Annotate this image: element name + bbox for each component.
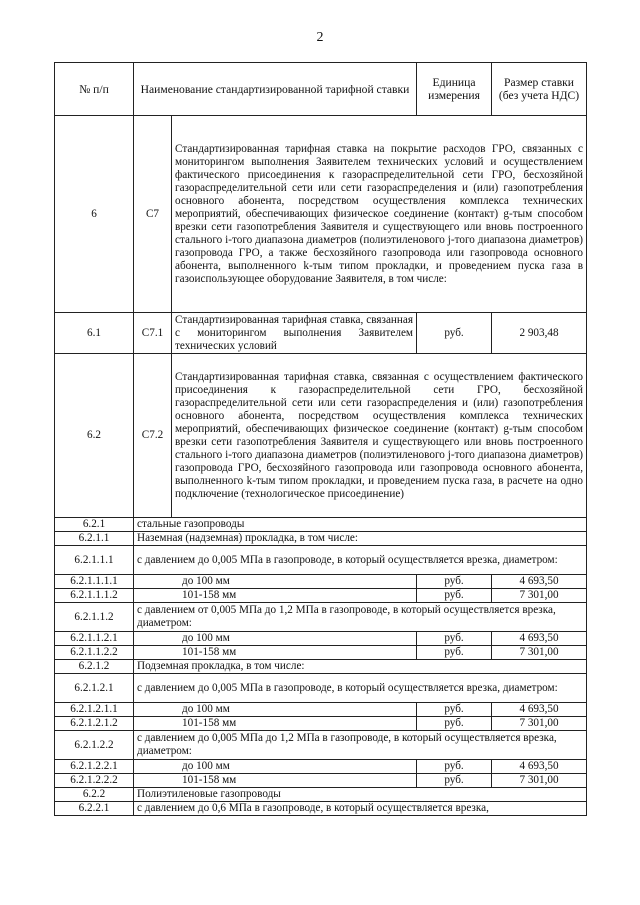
table-row bbox=[55, 518, 587, 532]
row-text: Подземная прокладка, в том числе: bbox=[134, 660, 587, 674]
header-rate: Размер ставки (без учета НДС) bbox=[492, 63, 587, 116]
row-rate: 4 693,50 bbox=[492, 703, 587, 717]
table-row bbox=[55, 632, 587, 646]
row-text: с давлением до 0,005 МПа до 1,2 МПа в газопроводе, в который осуществляется врезка, диаметром: bbox=[134, 731, 587, 760]
row-unit: руб. bbox=[417, 589, 492, 603]
row-num: 6.2.2 bbox=[55, 788, 134, 802]
row-rate: 4 693,50 bbox=[492, 575, 587, 589]
row-num: 6.2.1.2.1.2 bbox=[55, 717, 134, 731]
tariff-table bbox=[54, 62, 587, 816]
table-row bbox=[55, 575, 587, 589]
row-unit: руб. bbox=[417, 313, 492, 354]
row-num: 6.2.1.1.2.1 bbox=[55, 632, 134, 646]
row-text: 101-158 мм bbox=[134, 774, 417, 788]
row-code: С7.1 bbox=[134, 313, 172, 354]
row-num: 6.2.1.1 bbox=[55, 532, 134, 546]
row-unit: руб. bbox=[417, 646, 492, 660]
table-row bbox=[55, 646, 587, 660]
row-unit: руб. bbox=[417, 774, 492, 788]
table-row bbox=[55, 532, 587, 546]
row-rate: 4 693,50 bbox=[492, 632, 587, 646]
row-num: 6.2.1.1.1 bbox=[55, 546, 134, 575]
row-num: 6.2.1.2.2 bbox=[55, 731, 134, 760]
row-code: С7.2 bbox=[134, 354, 172, 518]
table-row bbox=[55, 802, 587, 816]
row-text: с давлением до 0,6 МПа в газопроводе, в который осуществляется врезка, bbox=[134, 802, 587, 816]
row-text: 101-158 мм bbox=[134, 589, 417, 603]
table-row bbox=[55, 116, 587, 313]
row-num: 6.2.1.2.1.1 bbox=[55, 703, 134, 717]
row-text: Стандартизированная тарифная ставка, связанная с мониторингом выполнения Заявителем технических условий bbox=[172, 313, 417, 354]
row-num: 6.2.1.2.2.2 bbox=[55, 774, 134, 788]
table-row bbox=[55, 674, 587, 703]
row-num: 6.2.1.2.1 bbox=[55, 674, 134, 703]
table-header-row bbox=[55, 63, 587, 116]
row-num: 6.2.1.1.1.1 bbox=[55, 575, 134, 589]
page-number: 2 bbox=[316, 30, 324, 45]
row-num: 6.2.1.2 bbox=[55, 660, 134, 674]
table-row bbox=[55, 603, 587, 632]
row-rate: 7 301,00 bbox=[492, 774, 587, 788]
table-row bbox=[55, 313, 587, 354]
row-num: 6.2.2.1 bbox=[55, 802, 134, 816]
header-unit: Единица измерения bbox=[417, 63, 492, 116]
row-text: Стандартизированная тарифная ставка на покрытие расходов ГРО, связанных с мониторингом выполнения Заявителем технических условий и осуществлением фактического присоединения к газораспределительной сети ГРО, бесхозяйной газораспределительной сети или сети газораспределения и (или) газопотребления основного абонента, посредством осуществления комплекса технических мероприятий, обеспечивающих физическое соединение (контакт) g-тым способом врезки сети газопотребления Заявителя и существующего или вновь построенного стального i-того диапазона диаметров (полиэтиленового j-того диапазона диаметров) газопровода ГРО, а также бесхозяйного газопровода или газопровода основного абонента, выполненного k-тым типом прокладки, и проведением пуска газа в газоиспользующее оборудование Заявителя, в том числе: bbox=[172, 116, 587, 313]
table-row bbox=[55, 717, 587, 731]
table-row bbox=[55, 546, 587, 575]
row-text: с давлением до 0,005 МПа в газопроводе, в который осуществляется врезка, диаметром: bbox=[134, 674, 587, 703]
row-rate: 7 301,00 bbox=[492, 717, 587, 731]
row-num: 6 bbox=[55, 116, 134, 313]
row-text: Полиэтиленовые газопроводы bbox=[134, 788, 587, 802]
table-row bbox=[55, 589, 587, 603]
table-row bbox=[55, 774, 587, 788]
row-rate: 7 301,00 bbox=[492, 646, 587, 660]
row-text: до 100 мм bbox=[134, 632, 417, 646]
header-num: № п/п bbox=[55, 63, 134, 116]
row-num: 6.2.1.2.2.1 bbox=[55, 760, 134, 774]
row-text: стальные газопроводы bbox=[134, 518, 587, 532]
row-rate: 2 903,48 bbox=[492, 313, 587, 354]
row-num: 6.1 bbox=[55, 313, 134, 354]
table-row bbox=[55, 760, 587, 774]
row-num: 6.2.1.1.2 bbox=[55, 603, 134, 632]
row-text: Стандартизированная тарифная ставка, связанная с осуществлением фактического присоединения к газораспределительной сети ГРО, бесхозяйной газораспределительной сети или сети газораспределения и (или) газопотребления основного абонента, посредством осуществления комплекса технических мероприятий, обеспечивающих физическое соединение (контакт) g-тым способом врезки сети газопотребления Заявителя и существующего или вновь построенного стального i-того диапазона диаметров (полиэтиленового j-того диапазона диаметров) газопровода ГРО, бесхозяйного газопровода или газопровода основного абонента, выполненного k-тым типом прокладки, и проведением пуска газа, в расчете на одно подключение (технологическое присоединение) bbox=[172, 354, 587, 518]
row-text: 101-158 мм bbox=[134, 717, 417, 731]
row-text: с давлением от 0,005 МПа до 1,2 МПа в газопроводе, в который осуществляется врезка, диаметром: bbox=[134, 603, 587, 632]
row-code: С7 bbox=[134, 116, 172, 313]
row-unit: руб. bbox=[417, 575, 492, 589]
row-unit: руб. bbox=[417, 703, 492, 717]
row-text: Наземная (надземная) прокладка, в том числе: bbox=[134, 532, 587, 546]
row-text: до 100 мм bbox=[134, 575, 417, 589]
row-rate: 7 301,00 bbox=[492, 589, 587, 603]
row-num: 6.2.1.1.2.2 bbox=[55, 646, 134, 660]
row-num: 6.2.1 bbox=[55, 518, 134, 532]
table-row bbox=[55, 731, 587, 760]
header-name: Наименование стандартизированной тарифной ставки bbox=[134, 63, 417, 116]
row-text: до 100 мм bbox=[134, 760, 417, 774]
row-rate: 4 693,50 bbox=[492, 760, 587, 774]
table-row bbox=[55, 788, 587, 802]
row-unit: руб. bbox=[417, 717, 492, 731]
row-text: с давлением до 0,005 МПа в газопроводе, в который осуществляется врезка, диаметром: bbox=[134, 546, 587, 575]
row-unit: руб. bbox=[417, 760, 492, 774]
table-row bbox=[55, 354, 587, 518]
row-text: до 100 мм bbox=[134, 703, 417, 717]
table-row bbox=[55, 703, 587, 717]
table-row bbox=[55, 660, 587, 674]
row-unit: руб. bbox=[417, 632, 492, 646]
row-text: 101-158 мм bbox=[134, 646, 417, 660]
row-num: 6.2.1.1.1.2 bbox=[55, 589, 134, 603]
row-num: 6.2 bbox=[55, 354, 134, 518]
